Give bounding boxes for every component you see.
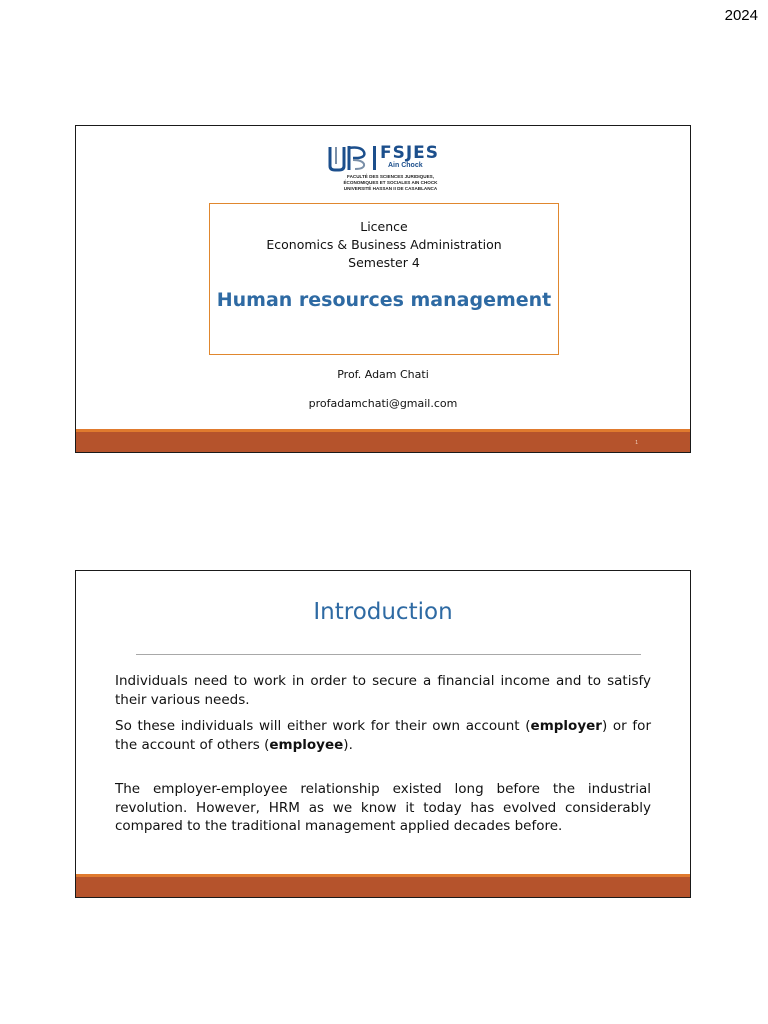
logo-subname: Ain Chock [388, 162, 423, 169]
logo-name: FSJES [380, 143, 440, 163]
text-run: ) or for the account of others ( [115, 718, 651, 753]
university-logo [328, 144, 453, 196]
logo-caption-line: FACULTÉ DES SCIENCES JURIDIQUES, [347, 174, 434, 179]
slide-footer-bar [76, 429, 690, 452]
heading-divider [136, 654, 641, 655]
logo-caption-line: ÉCONOMIQUES ET SOCIALES AIN CHOCK [343, 180, 438, 185]
professor-email: profadamchati@gmail.com [308, 397, 458, 410]
body-paragraph: The employer-employee relationship existed long before the industrial revolution. However, HRM as we know it today has evolved considerably compared to the traditional management applied decades before. [115, 781, 651, 834]
slide-heading: Introduction [313, 599, 453, 625]
text-run: So these individuals will either work for their own account ( [115, 718, 531, 734]
bold-term-employer: employer [530, 718, 602, 734]
field-label: Economics & Business Administration [266, 237, 502, 252]
text-run: ). [343, 736, 353, 753]
slide-title [75, 125, 691, 453]
logo-caption-line: UNIVERSITÉ HASSAN II DE CASABLANCA [343, 186, 438, 191]
slide-footer-bar [76, 874, 690, 897]
page-year: 2024 [724, 7, 758, 24]
slide-introduction [75, 570, 691, 898]
logo-caption [328, 174, 453, 192]
bold-term-employee: employee [269, 736, 344, 753]
professor-name: Prof. Adam Chati [337, 368, 429, 381]
title-box [209, 203, 559, 355]
body-paragraph [115, 717, 651, 754]
semester-label: Semester 4 [348, 255, 420, 270]
slide-body [115, 672, 651, 844]
university-emblem-icon [328, 144, 370, 172]
body-paragraph: Individuals need to work in order to secure a financial income and to satisfy their various needs. [115, 673, 651, 708]
slide-number: 1 [635, 440, 638, 446]
logo-separator [373, 146, 376, 170]
course-title: Human resources management [216, 289, 552, 311]
program-label: Licence [360, 219, 408, 234]
